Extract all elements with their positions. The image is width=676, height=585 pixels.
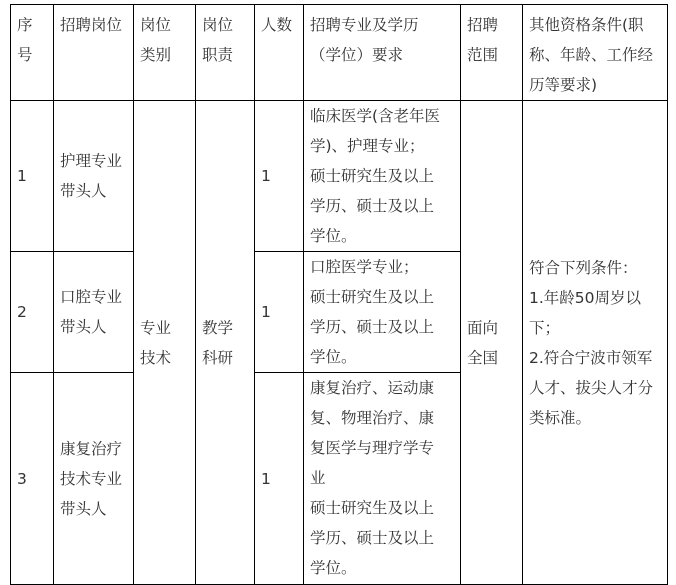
- row-post: 护理专业 带头人: [54, 101, 134, 252]
- header-major: 招聘专业及学历 （学位）要求: [304, 5, 461, 101]
- header-row: [11, 5, 668, 101]
- shared-other: 符合下列条件： 1.年龄50周岁以 下； 2.符合宁波市领军 人才、拔尖人才分 类标准。: [523, 101, 668, 585]
- header-no: 序 号: [11, 5, 54, 101]
- header-count: 人数: [255, 5, 304, 101]
- row-post: 口腔专业 带头人: [54, 252, 134, 373]
- row-no: 3: [11, 373, 54, 585]
- header-other: 其他资格条件(职 称、年龄、工作经 历等要求): [523, 5, 668, 101]
- header-post: 招聘岗位: [54, 5, 134, 101]
- row-count: 1: [255, 373, 304, 585]
- header-scope: 招聘 范围: [461, 5, 523, 101]
- row-no: 1: [11, 101, 54, 252]
- row-count: 1: [255, 252, 304, 373]
- table-row: [11, 101, 668, 252]
- row-major: 口腔医学专业； 硕士研究生及以上 学历、硕士及以上 学位。: [304, 252, 461, 373]
- header-duty: 岗位 职责: [196, 5, 255, 101]
- row-no: 2: [11, 252, 54, 373]
- shared-scope: 面向 全国: [461, 101, 523, 585]
- row-major: 临床医学(含老年医 学)、护理专业； 硕士研究生及以上 学历、硕士及以上 学位。: [304, 101, 461, 252]
- recruitment-table: [10, 4, 668, 585]
- row-post: 康复治疗 技术专业 带头人: [54, 373, 134, 585]
- row-major: 康复治疗、运动康 复、物理治疗、康 复医学与理疗学专 业 硕士研究生及以上 学历、硕士及以上 学位。: [304, 373, 461, 585]
- row-count: 1: [255, 101, 304, 252]
- shared-duty: 教学 科研: [196, 101, 255, 585]
- header-category: 岗位 类别: [134, 5, 196, 101]
- shared-category: 专业 技术: [134, 101, 196, 585]
